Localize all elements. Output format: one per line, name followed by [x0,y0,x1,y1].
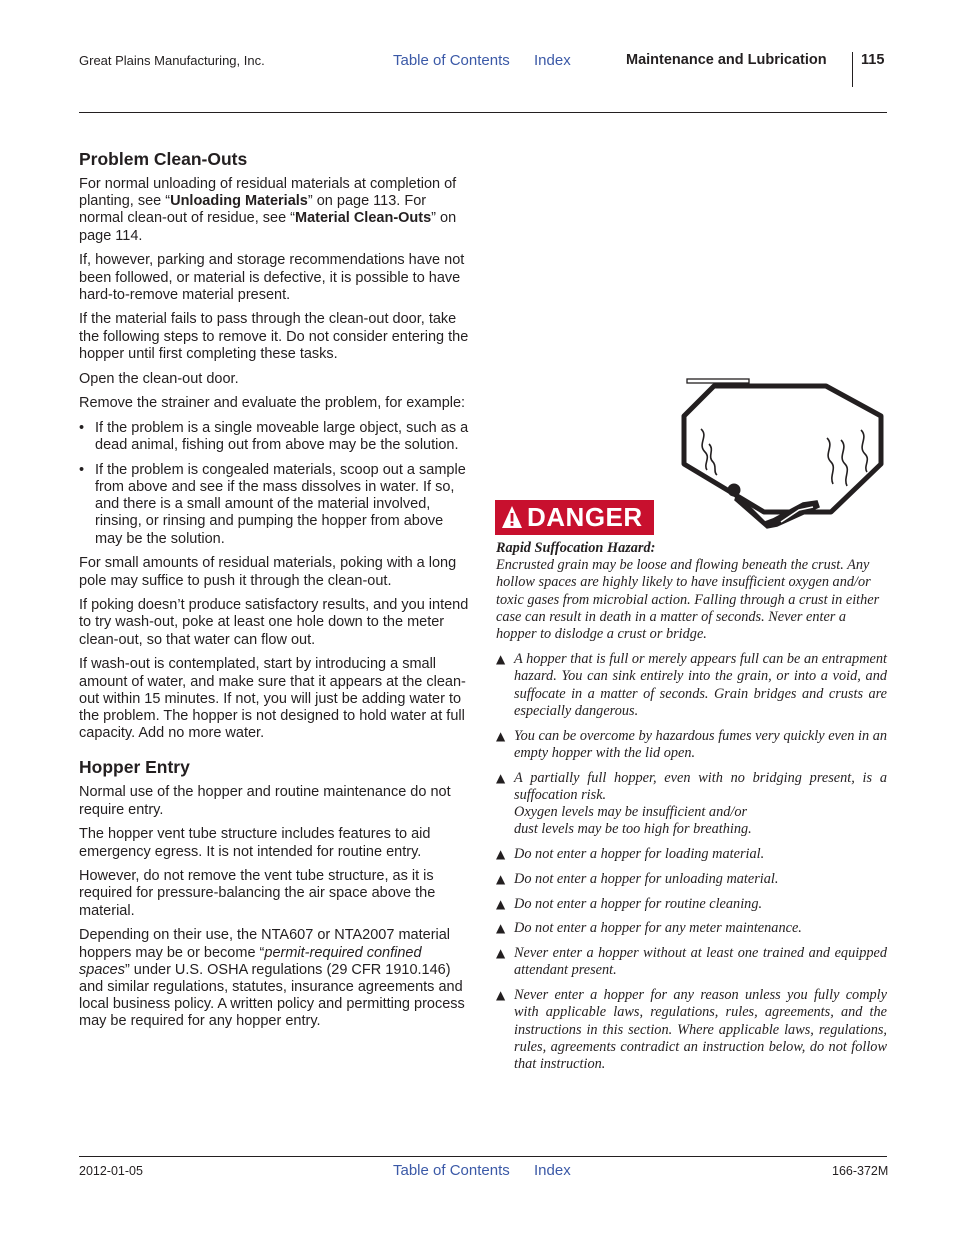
hopper-outline [684,386,881,512]
heading-hopper-entry: Hopper Entry [79,757,190,778]
header-divider [852,52,853,87]
fume-lines-icon [701,429,867,486]
danger-label: DANGER [527,502,643,532]
footer-toc-link[interactable]: Table of Contents [393,1162,510,1179]
warning-triangle-icon [501,505,523,529]
paragraph: Depending on their use, the NTA607 or NTA2007 material hoppers may be or become “permit-required confined spaces” under U.S. OSHA regulations (29 CFR 1910.146) and similar regulations, statutes, insurance agreements and local business policy. A written policy and permitting process may be required for any hopper entry. [79,927,465,1030]
warning-triangle-bullet-icon: ▲ [496,770,506,785]
paragraph: If wash-out is contemplated, start by introducing a small amount of water, and make sure that it appears at the clean-out within 15 minutes. If not, you will just be adding water to the problem. The hopper is not designed to hold water at full capacity. Add no more water. [79,656,466,742]
vent-lid [687,379,749,383]
paragraph: Remove the strainer and evaluate the problem, for example: [79,395,466,412]
warning-item: ▲ Never enter a hopper for any reason unless you fully comply with applicable laws, regulations, rules, agreements, and the instructions in this section. Where applicable laws, regulations, rules, agreements contradict an instruction below, do not follow that instruction. [496,987,887,1073]
hopper-suffocation-illustration [681,376,887,538]
warning-item: ▲ A hopper that is full or merely appears full can be an entrapment hazard. You can sink entirely into the grain, or into a void, and suffocate in a matter of seconds. Grain bridges and crusts are especially dangerous. [496,651,887,719]
paragraph: Open the clean-out door. [79,370,239,387]
warning-triangle-bullet-icon: ▲ [496,847,506,862]
warning-triangle-bullet-icon: ▲ [496,871,506,886]
left-column [79,148,469,1038]
warning-item: ▲ You can be overcome by hazardous fumes very quickly even in an empty hopper with the lid open. [496,727,887,761]
danger-text [496,540,887,1081]
company-name: Great Plains Manufacturing, Inc. [79,53,265,68]
warning-item: ▲ Do not enter a hopper for routine cleaning. [496,895,763,912]
paragraph: For normal unloading of residual materials at completion of planting, see “Unloading Materials” on page 113. For normal clean-out of residue, see “Material Clean-Outs” on page 114. [79,176,457,244]
warning-item: ▲ A partially full hopper, even with no bridging present, is a suffocation risk. Oxygen levels may be insufficient and/or dust levels may be too high for breathing. [496,769,887,838]
bullet-list [79,420,469,548]
trapped-person-icon [728,484,819,528]
heading-problem-clean-outs: Problem Clean-Outs [79,149,248,169]
warning-item: ▲ Do not enter a hopper for unloading material. [496,870,779,887]
footer-date: 2012-01-05 [79,1164,143,1178]
warning-item: ▲ Do not enter a hopper for any meter maintenance. [496,920,802,937]
xref-unloading-materials: Unloading Materials [170,193,308,210]
header-toc-link[interactable]: Table of Contents [393,52,510,69]
footer-rule [79,1156,887,1157]
list-item: • If the problem is congealed materials, scoop out a sample from above and see if the mass dissolves in water. If so, and there is a small amount of the material involved, rinsing, or rinsing and pumping the hopper from above may be the solution. [79,462,469,548]
footer-index-link[interactable]: Index [534,1162,571,1179]
list-item: • If the problem is a single moveable large object, such as a dead animal, fishing out from above may be the solution. [79,420,469,454]
footer-doc-number: 166-372M [832,1164,889,1178]
warning-triangle-bullet-icon: ▲ [496,988,506,1003]
paragraph: For small amounts of residual materials, poking with a long pole may suffice to push it through the clean-out. [79,555,457,589]
osha-term: permit-required confined spaces [79,944,422,978]
warning-triangle-bullet-icon: ▲ [496,652,506,667]
paragraph: If, however, parking and storage recommendations have not been followed, or material is defective, it is possible to have hard-to-remove material present. [79,252,465,303]
paragraph: Normal use of the hopper and routine maintenance do not require entry. [79,784,451,818]
warning-triangle-bullet-icon: ▲ [496,728,506,743]
paragraph: If the material fails to pass through the clean-out door, take the following steps to remove it. Do not consider entering the hopper until first completing these tasks. [79,311,469,362]
header-rule [79,112,887,113]
hazard-title: Rapid Suffocation Hazard: [496,540,656,556]
warning-item: ▲ Never enter a hopper without at least one trained and equipped attendant present. [496,945,887,979]
header-index-link[interactable]: Index [534,52,571,69]
section-title: Maintenance and Lubrication [626,52,827,68]
paragraph: However, do not remove the vent tube structure, as it is required for pressure-balancing the air space above the material. [79,868,436,919]
paragraph: The hopper vent tube structure includes features to aid emergency egress. It is not intended for routine entry. [79,826,431,860]
page-number: 115 [861,52,885,68]
warning-triangle-bullet-icon: ▲ [496,896,506,911]
paragraph: If poking doesn’t produce satisfactory results, and you intend to try wash-out, poke at least one hole down to the meter clean-out, so that water can flow out. [79,597,469,648]
warning-item: ▲ Do not enter a hopper for loading material. [496,846,765,863]
warning-triangle-bullet-icon: ▲ [496,946,506,961]
xref-material-clean-outs: Material Clean-Outs [295,210,432,227]
danger-sign [495,500,654,535]
hazard-body: Encrusted grain may be loose and flowing beneath the crust. Any hollow spaces are highly likely to have insufficient oxygen and/or toxic gases from microbial action. Falling through a crust in either case can result in death in a matter of seconds. Never enter a hopper to dislodge a crust or bridge. [496,557,880,643]
warning-triangle-bullet-icon: ▲ [496,921,506,936]
